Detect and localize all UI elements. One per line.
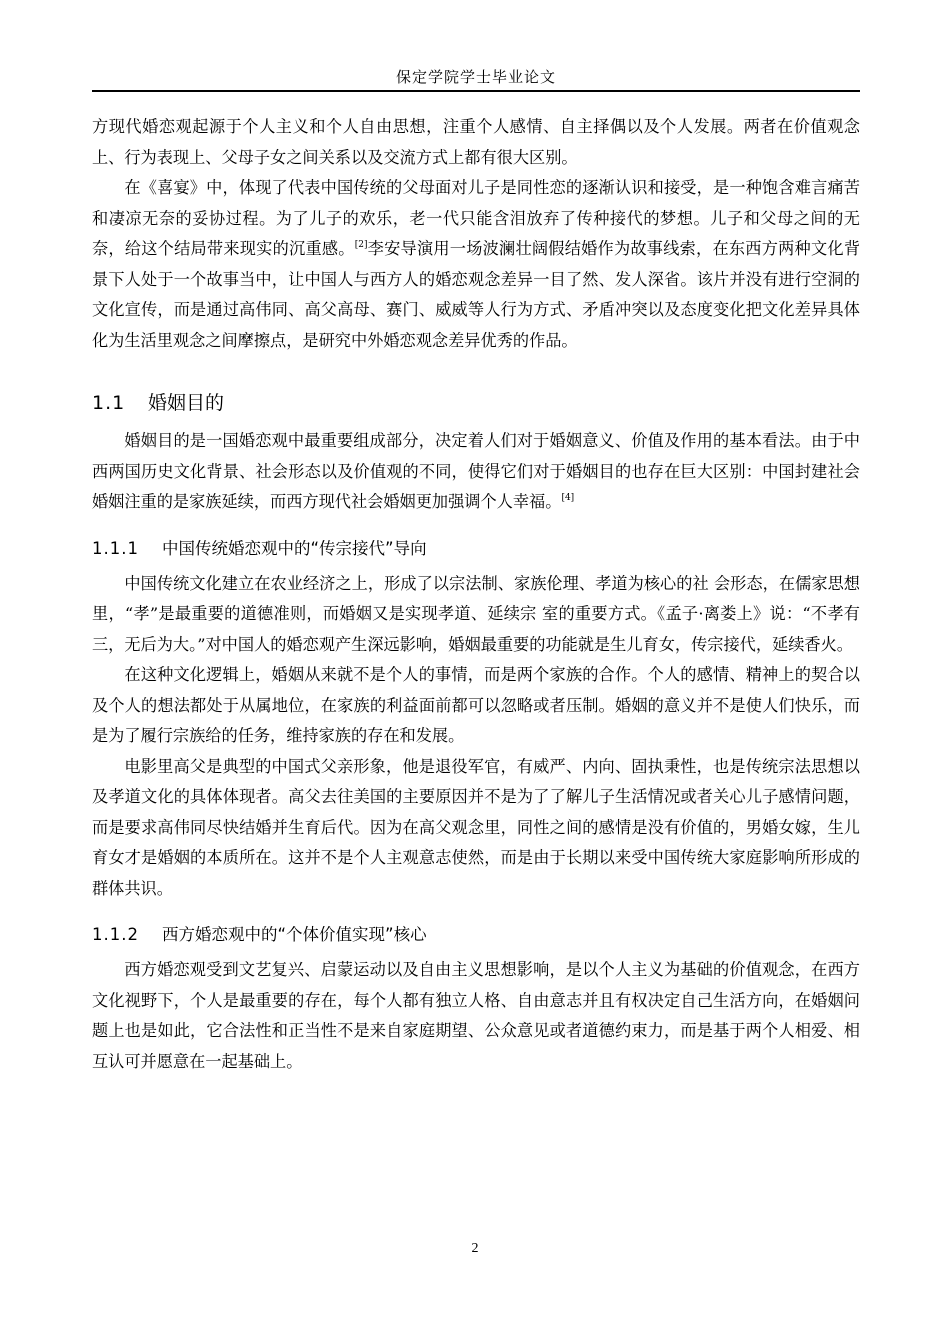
- paragraph-intro: 方现代婚恋观起源于个人主义和个人自由思想，注重个人感情、自主择偶以及个人发展。两者在价值观念上、行为表现上、父母子女之间关系以及交流方式上都有很大区别。: [92, 117, 860, 167]
- section-title: 婚姻目的: [148, 392, 225, 414]
- section-heading-1-1-1: [92, 534, 860, 564]
- body-text: [92, 112, 860, 1077]
- paragraph: 西方婚恋观受到文艺复兴、启蒙运动以及自由主义思想影响，是以个人主义为基础的价值观念，在西方文化视野下，个人是最重要的存在，每个人都有独立人格、自由意志并且有权决定自己生活方向，在婚姻问题上也是如此，它合法性和正当性不是来自家庭期望、公众意见或者道德约束力，而是基于两个人相爱、相互认可并愿意在一起基础上。: [92, 960, 860, 1071]
- page-number: 2: [471, 1241, 479, 1256]
- paragraph: 在这种文化逻辑上，婚姻从来就不是个人的事情，而是两个家族的合作。个人的感情、精神上的契合以及个人的想法都处于从属地位，在家族的利益面前都可以忽略或者压制。婚姻的意义并不是使人们快乐，而是为了履行宗族给的任务，维持家族的存在和发展。: [92, 665, 860, 745]
- paragraph-xiyan-part-a: 在《喜宴》中，体现了代表中国传统的父母面对儿子是同性恋的逐渐认识和接受，是一种饱含难言痛苦和凄凉无奈的妥协过程。为了儿子的欢乐，老一代只能含泪放弃了传种接代的梦想。儿子和父母之间的无奈，给这个结局带来现实的沉重感。: [92, 178, 860, 258]
- section-number: 1.1: [92, 392, 126, 414]
- paragraph: 中国传统文化建立在农业经济之上，形成了以宗法制、家族伦理、孝道为核心的社 会形态，在儒家思想里，“孝”是最重要的道德准则，而婚姻又是实现孝道、延续宗 室的重要方式。《孟子·离娄上》说：“不孝有三，无后为大。”对中国人的婚恋观产生深远影响，婚姻最重要的功能就是生儿育女，传宗接代，延续香火。: [92, 573, 860, 654]
- citation-ref-2: [2]: [354, 240, 368, 250]
- paragraph-text: 婚姻目的是一国婚恋观中最重要组成部分，决定着人们对于婚姻意义、价值及作用的基本看法。由于中西两国历史文化背景、社会形态以及价值观的不同，使得它们对于婚姻目的也存在巨大区别：中国封建社会婚姻注重的是家族延续，而西方现代社会婚姻更加强调个人幸福。: [92, 431, 860, 511]
- section-number: 1.1.1: [92, 538, 139, 558]
- paragraph-marriage-purpose: [92, 426, 860, 518]
- section-title: 中国传统婚恋观中的“传宗接代”导向: [162, 538, 427, 558]
- paragraph: 电影里高父是典型的中国式父亲形象，他是退役军官，有威严、内向、固执秉性，也是传统宗法思想以及孝道文化的具体体现者。高父去往美国的主要原因并不是为了了解儿子生活情况或者关心儿子感情问题，而是要求高伟同尽快结婚并生育后代。因为在高父观念里，同性之间的感情是没有价值的，男婚女嫁，生儿育女才是婚姻的本质所在。这并不是个人主观意志使然，而是由于长期以来受中国传统大家庭影响所形成的群体共识。: [92, 756, 860, 898]
- section-title: 西方婚恋观中的“个体价值实现”核心: [162, 925, 427, 944]
- section-number: 1.1.2: [92, 925, 139, 944]
- running-header: 保定学院学士毕业论文: [92, 66, 860, 92]
- paragraph-xiyan: [92, 173, 860, 356]
- citation-ref-4: [4]: [561, 493, 575, 503]
- paragraph-xiyan-part-b: 李安导演用一场波澜壮阔假结婚作为故事线索，在东西方两种文化背景下人处于一个故事当中，让中国人与西方人的婚恋观念差异一目了然、发人深省。该片并没有进行空洞的文化宣传，而是通过高伟同、高父高母、赛门、威威等人行为方式、矛盾冲突以及态度变化把文化差异具体化为生活里观念之间摩擦点，是研究中外婚恋观念差异优秀的作品。: [92, 239, 861, 350]
- section-heading-1-1-2: [92, 920, 860, 950]
- section-heading-1-1: [92, 388, 860, 418]
